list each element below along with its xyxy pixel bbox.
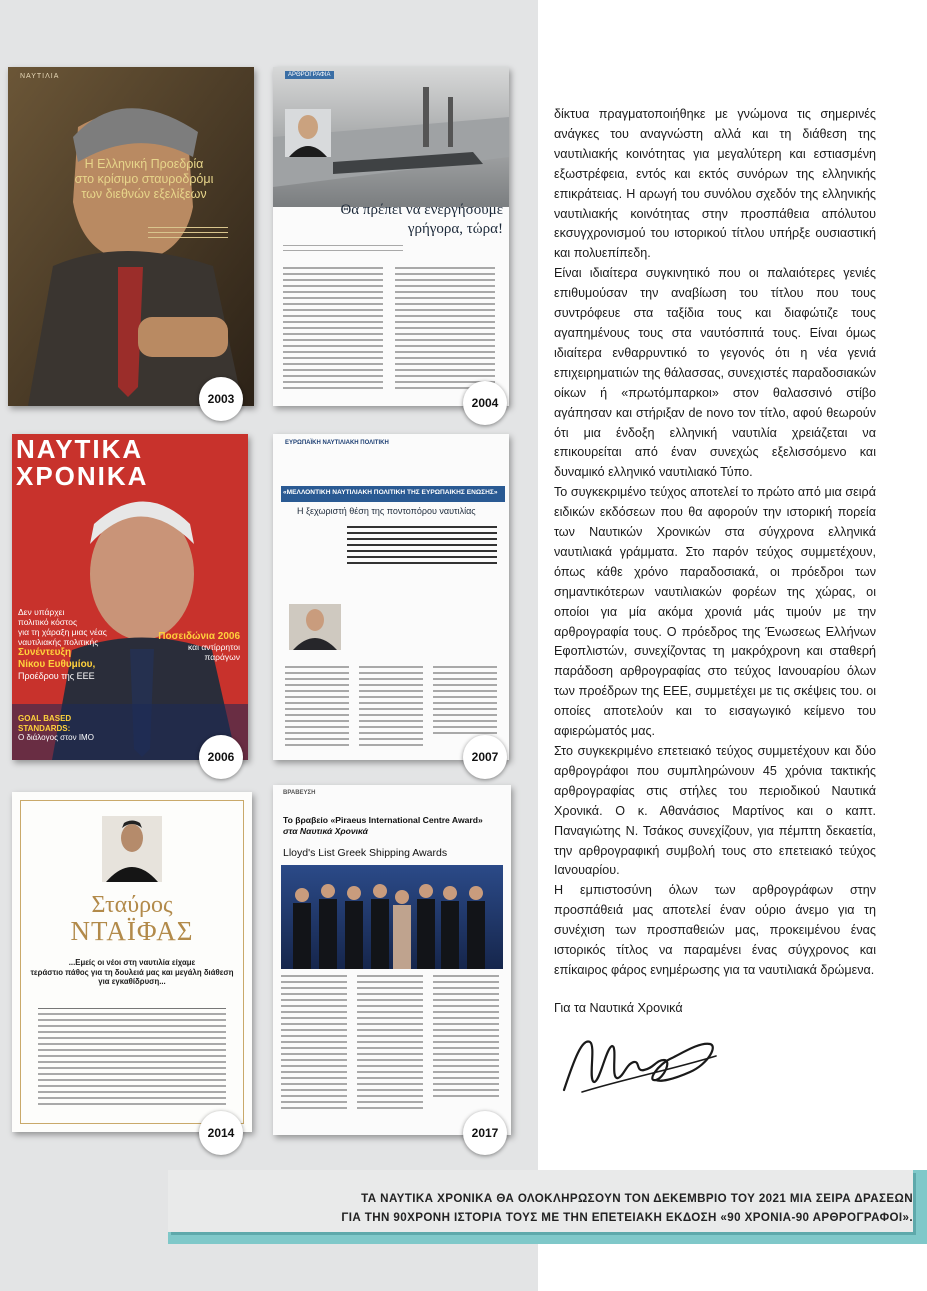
cover-2007-text-col-1 [285,666,349,750]
year-badge-2006: 2006 [199,735,243,779]
article-paragraph: δίκτυα πραγματοποιήθηκε με γνώμονα τις σημερινές ανάγκες του αναγνώστη αλλά και τη διάθεση της ναυτιλιακής κοινότητας για μεγαλύτερη και εστιασμένη εξωστρέφεια, εντός και εκτός συνόρων της ελληνικής επικράτειας. Η αρωγή του συνόλου σχεδόν της ελληνικής ναυτιλιακής κοινότητας στην προσπάθεια απόλυτου εκσυγχρονισμού του ιστορικού τίτλου υπήρξε ουσιαστική και πολυεπίπεδη. [554,107,876,261]
cover-2006-masthead: ΝΑΥΤΙΚΑ ΧΡΟΝΙΚΑ [16,434,149,491]
cover-2014 [12,792,252,1132]
cover-2017-text-col-1 [281,975,347,1113]
article-paragraph: Είναι ιδιαίτερα συγκινητικό που οι παλαιότερες γενιές επιθυμούσαν την αναβίωση του τίτλου που τους συντρόφευε στα ταξίδια τους και διαφώτιζε τους αγαπημένους τους στα ναυτόσπιτά τους. Είναι όμως ιδιαίτερα ενθαρρυντικό το γεγονός ότι η νέα γενιά επιχειρηματιών της θάλασσας, συνεχιστές παραδοσιακών οίκων ή «πρωτόμπαρκοι» στον θαλασσινό στίβο αγάπησαν και στήριξαν de novo τον τίτλο, αφού θεωρούν ότι μια ένδοξη ελληνική ναυτιλία χρειάζεται να επικουρείται από έναν συνεχώς εξελισσόμενο και δυναμικό ελληνικό ναυτιλιακό Τύπο. [554,266,876,480]
cover-2007-text-col-2 [359,666,423,750]
cover-2003 [8,67,254,406]
signature-image [560,1020,720,1100]
cover-2003-section: ΝΑΥΤΙΛΙΑ [20,73,60,80]
cover-2003-headline: Η Ελληνική Προεδρία στο κρίσιμο σταυροδρόμι των διεθνών εξελίξεων [74,157,214,201]
cover-2007-author-photo [289,604,341,650]
cover-2004-author-photo [285,109,331,157]
cover-2006-left-text: Δεν υπάρχει πολιτικό κόστος για τη χάραξη μιας νέας ναυτιλιακής πολιτικής Συνέντευξη Νίκου Ευθυμίου, Προέδρου της ΕΕΕ [18,607,107,681]
cover-2007-subheadline: Η ξεχωριστή θέση της ποντοπόρου ναυτιλίας [297,506,476,516]
cover-2017-group-photo [281,865,503,969]
cover-2007-section: ΕΥΡΩΠΑΪΚΗ ΝΑΥΤΙΛΙΑΚΗ ΠΟΛΙΤΙΚΗ [285,440,389,446]
cover-2004-byline-lines [283,245,403,255]
cover-2004-text-col-2 [395,267,495,393]
cover-2017-section: ΒΡΑΒΕΥΣΗ [283,790,316,796]
article-paragraph: Στο συγκεκριμένο επετειακό τεύχος συμμετέχουν και δύο αρθρογράφοι που συμπληρώνουν 45 χρόνια τακτικής αρθρογραφίας στις στήλες του περιοδικού Ναυτικά Χρονικά. Ο κ. Αθανάσιος Μαρτίνος και ο καπτ. Παναγιώτης Ν. Τσάκος συνεχίζουν, για πέμπτη δεκαετία, την αρθρογραφική συμβολή τους στο επετειακό τεύχος Ιανουαρίου. [554,744,876,878]
article-paragraph: Το συγκεκριμένο τεύχος αποτελεί το πρώτο από μια σειρά ειδικών εκδόσεων που θα αφορούν την ιστορική πορεία των Ναυτικών Χρονικών στα σύγχρονα ελληνικά ναυτιλιακά γράμματα. Στο παρόν τεύχος συμμετέχουν, όπως κάθε χρόνο παραδοσιακά, οι πρόεδροι των σημαντικότερων ναυτιλιακών φορέων της χώρας, οι οποίοι για μία ακόμα χρονιά μάς τιμούν με την αρθρογραφία τους. Ο πρόεδρος της Ένωσεως Ελλήνων Εφοπλιστών, συνεχίζοντας τη μακρόχρονη και σταθερή παράδοση αρθρογραφίας στο τεύχος Ιανουαρίου όλων των προέδρων της ΕΕΕ, συμμετέχει με τις σκέψεις του. οι οποίες αποτελούν και το εισαγωγικό κείμενο του αφιερώματός μας. [554,485,876,739]
cover-2003-caption-lines [148,227,228,242]
year-badge-2017: 2017 [463,1111,507,1155]
year-badge-2004: 2004 [463,381,507,425]
cover-2014-text-lines [38,1008,226,1109]
cover-2014-name: Σταύρος ΝΤΑΪΦΑΣ [70,892,194,946]
cover-2014-quote: ...Εμείς οι νέοι στη ναυτιλία είχαμε τεράστιο πάθος για τη δουλειά μας και μεγάλη διάθεση για εγκαθίδρυση... [30,958,234,986]
cover-2004 [273,67,509,406]
signoff-label: Για τα Ναυτικά Χρονικά [554,1001,683,1015]
cover-2006-event-text: Ποσειδώνια 2006 και αντίρρητοι παράγων [158,631,240,662]
article-paragraph: Η εμπιστοσύνη όλων των αρθρογράφων στην προσπάθειά μας αποτελεί έναν ούριο άνεμο για τη συνέχιση των προσπαθειών μας, προκειμένου ένας ιστορικός τίτλος να παραμένει ένας σύγχρονος και επίκαιρος φάρος ενημέρωσης για τα ναυτιλιακά δρώμενα. [554,883,876,977]
cover-2014-portrait [102,816,162,882]
cover-2007-headline: «ΜΕΛΛΟΝΤΙΚΗ ΝΑΥΤΙΛΙΑΚΗ ΠΟΛΙΤΙΚΗ ΤΗΣ ΕΥΡΩΠΑΪΚΗΣ ΕΝΩΣΗΣ» [283,489,498,496]
year-badge-2014: 2014 [199,1111,243,1155]
cover-2004-text-col-1 [283,267,383,393]
cover-2004-section: ΑΡΘΡΟΓΡΑΦΙΑ [285,71,334,79]
cover-2004-headline: Θα πρέπει να ενεργήσουμε γρήγορα, τώρα! [340,202,503,237]
cover-2006 [12,434,248,760]
cover-2017 [273,785,511,1135]
cover-2017-text-col-3 [433,975,499,1101]
cover-2017-subheadline: Lloyd's List Greek Shipping Awards [283,847,448,859]
announcement-banner-text: ΤΑ ΝΑΥΤΙΚΑ ΧΡΟΝΙΚΑ ΘΑ ΟΛΟΚΛΗΡΩΣΟΥΝ ΤΟΝ ΔΕΚΕΜΒΡΙΟ ΤΟΥ 2021 ΜΙΑ ΣΕΙΡΑ ΔΡΑΣΕΩΝ ΓΙΑ ΤΗΝ 90ΧΡΟΝΗ ΙΣΤΟΡΙΑ ΤΟΥΣ ΜΕ ΤΗΝ ΕΠΕΤΕΙΑΚΗ ΕΚΔΟΣΗ «90 ΧΡΟΝΙΑ-90 ΑΡΘΡΟΓΡΑΦΟΙ». [341,1192,913,1224]
announcement-banner [168,1170,927,1244]
cover-2017-headline: Το βραβείο «Piraeus International Centre Award» στα Ναυτικά Χρονικά [283,815,483,836]
cover-2007-intro-lines [347,526,497,568]
cover-2007 [273,434,509,760]
cover-2006-bottom-text: GOAL BASED STANDARDS: Ο διάλογος στον IMO [18,714,94,742]
article-body [554,105,876,981]
year-badge-2003: 2003 [199,377,243,421]
year-badge-2007: 2007 [463,735,507,779]
cover-2017-text-col-2 [357,975,423,1113]
cover-2007-text-col-3 [433,666,497,738]
